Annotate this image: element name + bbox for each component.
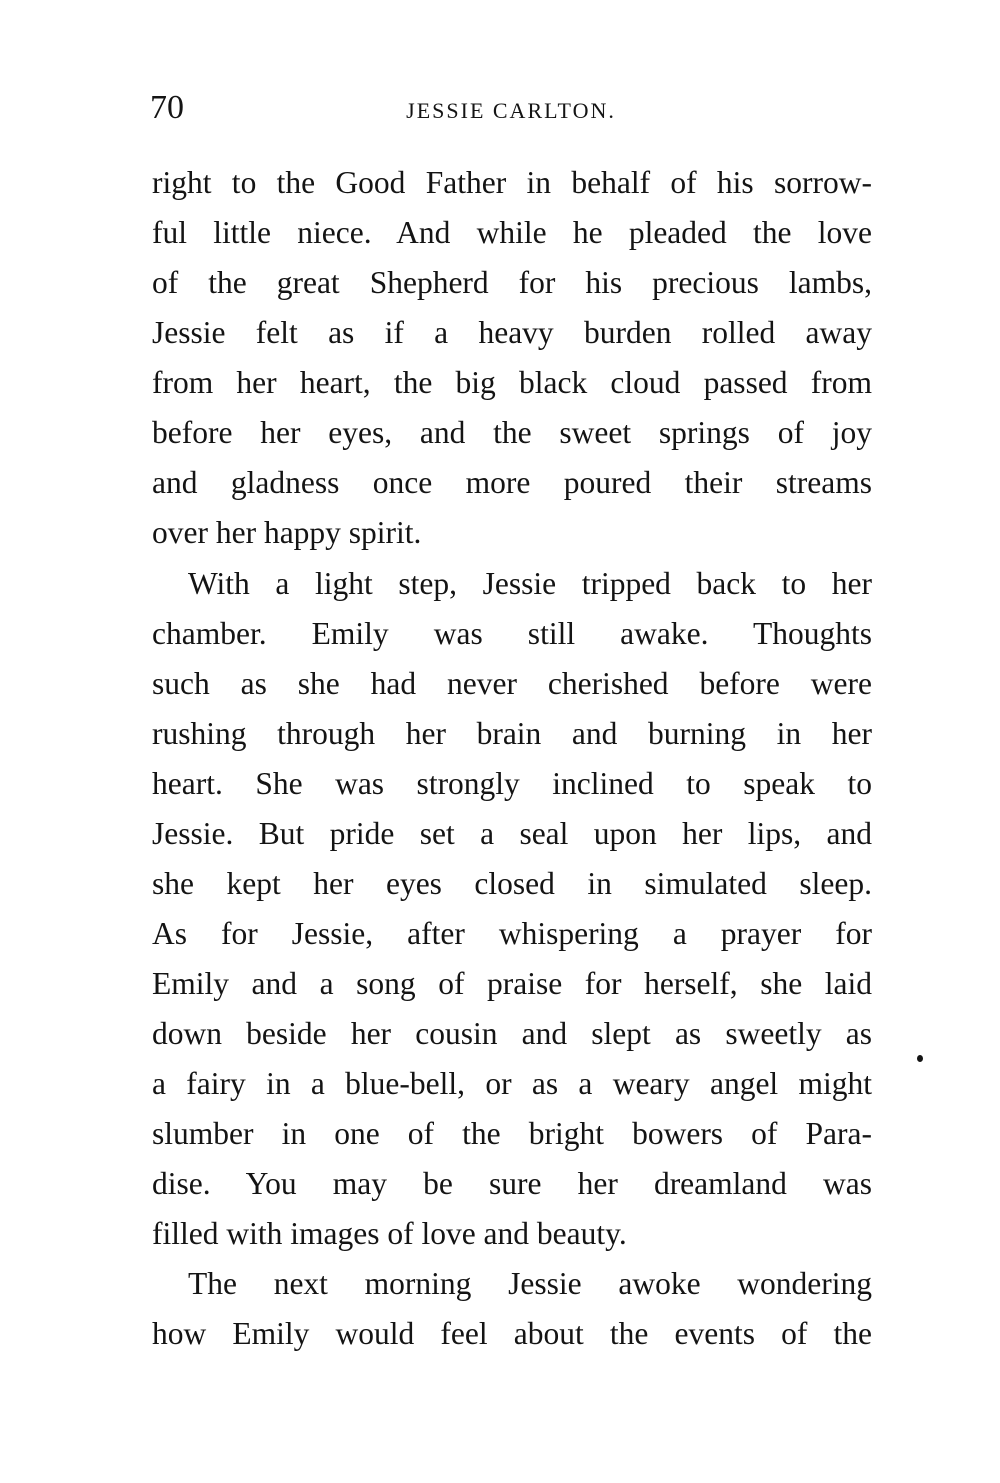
running-title: JESSIE CARLTON. <box>406 98 616 123</box>
text-line: of the great Shepherd for his precious lambs, <box>152 265 872 300</box>
text-line: over her happy spirit. <box>152 515 422 550</box>
text-line: how Emily would feel about the events of the <box>152 1316 872 1351</box>
text-line: Emily and a song of praise for herself, she laid <box>152 966 872 1001</box>
text-line: chamber. Emily was still awake. Thoughts <box>152 616 872 651</box>
text-line: The next morning Jessie awoke wondering <box>188 1266 872 1301</box>
text-line: As for Jessie, after whispering a prayer for <box>152 916 872 951</box>
text-line: she kept her eyes closed in simulated sleep. <box>152 866 872 901</box>
ink-speck <box>917 1055 923 1062</box>
text-line: ful little niece. And while he pleaded the love <box>152 215 872 250</box>
text-line: filled with images of love and beauty. <box>152 1216 627 1251</box>
text-line: before her eyes, and the sweet springs of joy <box>152 415 872 450</box>
text-line: from her heart, the big black cloud passed from <box>152 365 872 400</box>
text-line: down beside her cousin and slept as sweetly as <box>152 1016 872 1051</box>
page-number: 70 <box>150 89 184 126</box>
text-line: With a light step, Jessie tripped back to her <box>188 566 872 601</box>
text-line: dise. You may be sure her dreamland was <box>152 1166 872 1201</box>
running-head <box>150 88 872 138</box>
text-line: Jessie felt as if a heavy burden rolled away <box>152 315 872 350</box>
text-line: slumber in one of the bright bowers of Para- <box>152 1116 872 1151</box>
text-line: and gladness once more poured their streams <box>152 465 872 500</box>
text-line: such as she had never cherished before were <box>152 666 872 701</box>
text-line: Jessie. But pride set a seal upon her lips, and <box>152 816 872 851</box>
text-line: rushing through her brain and burning in her <box>152 716 872 751</box>
text-line: a fairy in a blue-bell, or as a weary angel might <box>152 1066 872 1101</box>
text-line: right to the Good Father in behalf of his sorrow- <box>152 165 872 200</box>
text-line: heart. She was strongly inclined to speak to <box>152 766 872 801</box>
